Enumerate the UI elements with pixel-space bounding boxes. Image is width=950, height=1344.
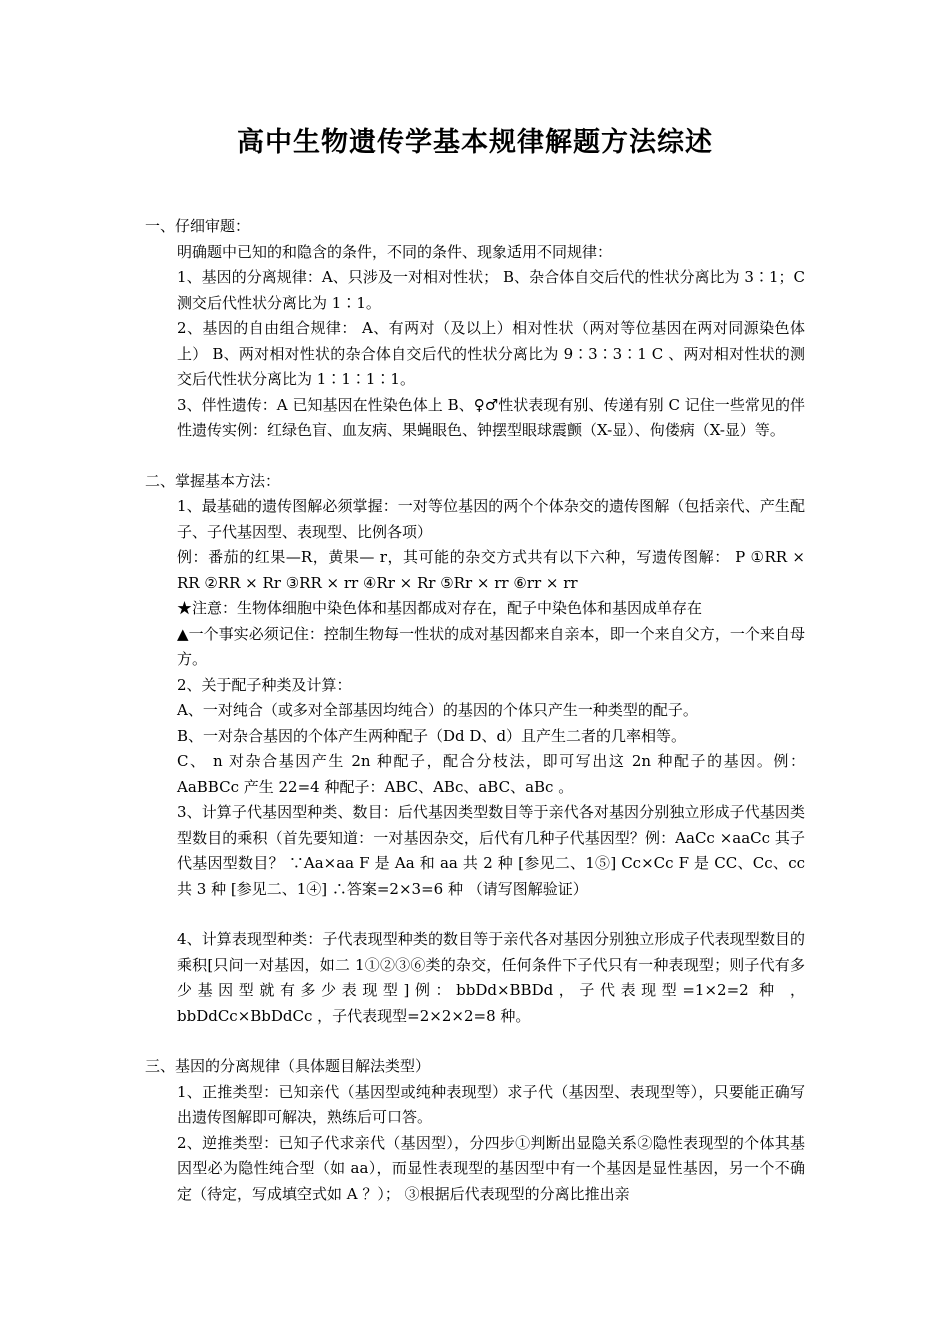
section-careful-reading xyxy=(145,214,805,444)
paragraph: 1、最基础的遗传图解必须掌握：一对等位基因的两个个体杂交的遗传图解（包括亲代、产生配子、子代基因型、表现型、比例各项） xyxy=(177,497,805,541)
paragraph: 2、关于配子种类及计算： xyxy=(177,675,352,694)
paragraph: B、一对杂合基因的个体产生两种配子（Dd D、d）且产生二者的几率相等。 xyxy=(177,726,687,745)
paragraph: 1、基因的分离规律：A、只涉及一对相对性状； B、杂合体自交后代的性状分离比为 3∶1；C 测交后代性状分离比为 1∶1。 xyxy=(177,268,805,312)
paragraph: ▲一个事实必须记住：控制生物每一性状的成对基因都来自亲本，即一个来自父方，一个来自母方。 xyxy=(177,624,805,668)
paragraph: ★注意：生物体细胞中染色体和基因都成对存在，配子中染色体和基因成单存在 xyxy=(177,599,703,617)
section-heading: 一、仔细审题： xyxy=(145,217,251,235)
paragraph: A、一对纯合（或多对全部基因均纯合）的基因的个体只产生一种类型的配子。 xyxy=(177,701,698,719)
paragraph: 1、正推类型：已知亲代（基因型或纯种表现型）求子代（基因型、表现型等），只要能正确写出遗传图解即可解决，熟练后可口答。 xyxy=(177,1082,805,1126)
paragraph: 2、基因的自由组合规律： A、有两对（及以上）相对性状（两对等位基因在两对同源染色体上） B、两对相对性状的杂合体自交后代的性状分离比为 9∶3∶3∶1 C 、两对相对性状的测交后代性状分离比为 1∶1∶1∶1。 xyxy=(177,319,805,388)
paragraph: 2、逆推类型：已知子代求亲代（基因型），分四步①判断出显隐关系②隐性表现型的个体其基因型必为隐性纯合型（如 aa），而显性表现型的基因型中有一个基因是显性基因，另一个不确定（待定，写成填空式如 A ？）； ③根据后代表现型的分离比推出亲 xyxy=(177,1133,805,1203)
section-heading: 三、基因的分离规律（具体题目解法类型） xyxy=(145,1057,431,1075)
section-heading: 二、掌握基本方法： xyxy=(145,471,281,490)
paragraph: 3、计算子代基因型种类、数目：后代基因类型数目等于亲代各对基因分别独立形成子代基因类型数目的乘积（首先要知道：一对基因杂交，后代有几种子代基因型？例：AaCc ×aaCc 其子代基因型数目？ ∵Aa×aa F 是 Aa 和 aa 共 2 种 [参见二、1⑤] Cc×Cc F 是 CC、Cc、cc 共 3 种 [参见二、1④] ∴答案=2×3=6 种 （请写图解验证） xyxy=(177,803,805,898)
paragraph: 4、计算表现型种类：子代表现型种类的数目等于亲代各对基因分别独立形成子代表现型数目的乘积[只问一对基因，如二 1①②③⑥类的杂交，任何条件下子代只有一种表现型；则子代有多少基因型就有多少表现型]例：bbDd×BBDd，子代表现型=1×2=2 种 ， bbDdCc×BbDdCc ，子代表现型=2×2×2=8 种。 xyxy=(177,930,805,1025)
blank-line xyxy=(145,902,805,927)
paragraph: 例：番茄的红果—R，黄果— r，其可能的杂交方式共有以下六种，写遗传图解： P ①RR × RR ②RR × Rr ③RR × rr ④Rr × Rr ⑤Rr × rr ⑥rr × rr xyxy=(177,548,805,592)
page-title: 高中生物遗传学基本规律解题方法综述 xyxy=(237,127,713,158)
section-segregation-law xyxy=(145,1054,805,1207)
paragraph: 3、伴性遗传：A 已知基因在性染色体上 B、♀♂性状表现有别、传递有别 C 记住一些常见的伴性遗传实例：红绿色盲、血友病、果蝇眼色、钟摆型眼球震颤（X-显）、佝偻病（X-显）等。 xyxy=(177,395,805,439)
document-body xyxy=(145,214,805,1232)
section-basic-methods xyxy=(145,469,805,1030)
paragraph: 明确题中已知的和隐含的条件，不同的条件、现象适用不同规律： xyxy=(177,242,613,261)
paragraph: C、 n 对杂合基因产生 2n 种配子，配合分枝法，即可写出这 2n 种配子的基因。例：AaBBCc 产生 22=4 种配子：ABC、ABc、aBC、aBc 。 xyxy=(177,752,805,796)
